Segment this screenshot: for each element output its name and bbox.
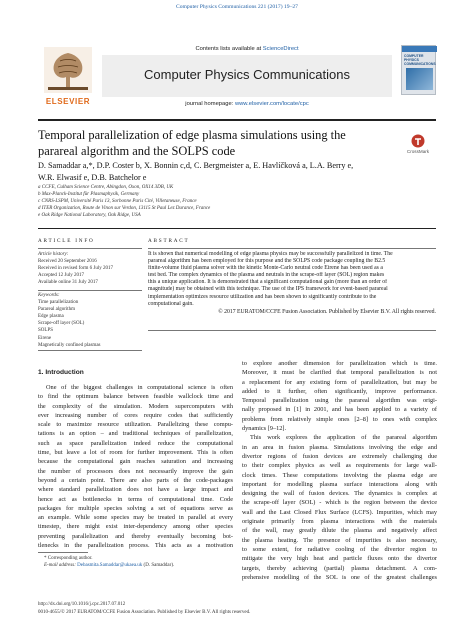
author-line: W.R. Elwasif e, D.B. Batchelor e (38, 172, 147, 182)
crossmark-label: CrossMark (406, 149, 430, 154)
homepage-prefix: journal homepage: (185, 101, 234, 107)
body-line: wall and the Last Closed Flux Surface (LCFS). Impurities, which may (242, 508, 437, 516)
journal-name: Computer Physics Communications (144, 67, 350, 82)
body-line: to find the optimum balance between feasible wallclock time and (38, 393, 233, 401)
article-title (38, 128, 378, 159)
history-item: Available online 31 July 2017 (38, 280, 98, 286)
body-line: divertor regions of fusion devices are extremely challenging due (242, 452, 437, 460)
abstract-line: It is shown that numerical modelling of edge plasma physics may be successfully parallelized in time. The (148, 251, 393, 257)
masthead-rule (38, 119, 436, 121)
body-line: clock times. These computations involving the plasma edge are (242, 471, 437, 479)
affiliation: b Max-Planck-Institut für Plasmaphysik, Germany (38, 192, 140, 198)
title-line: Temporal parallelization of edge plasma simulations using the (38, 128, 346, 142)
body-line: nally proposed in [1] in 2001, and has been applied to a variety of (242, 406, 437, 414)
author-list (38, 160, 438, 183)
history-item: Received 20 September 2016 (38, 259, 97, 265)
body-line: This work explores the application of the parareal algorithm (250, 434, 437, 442)
abstract-heading: ABSTRACT (148, 238, 190, 244)
keyword: Scrape-off layer (SOL) (38, 321, 85, 327)
body-line: of the wall, may greatly dilute the plasma and negatively affect (242, 527, 437, 535)
footnotes (38, 555, 238, 569)
abstract-copyright: © 2017 EURATOM/CCFE Fusion Association. Published by Elsevier B.V. All rights reserved. (218, 308, 436, 315)
masthead-banner (102, 45, 392, 113)
keyword: Time parallelization (38, 300, 79, 306)
introduction-heading: 1. Introduction (38, 369, 84, 376)
abstract-line: parareal algorithm has been employed for this purpose and the SOLPS code package coupling the B2.5 (148, 258, 386, 265)
crossmark-badge[interactable] (400, 134, 436, 158)
body-line: tlenecks in the parallelization process. This acts as a motivation (38, 542, 233, 550)
body-line: hence act as bottlenecks in terms of computational time. Code (38, 495, 233, 503)
body-line: important for modelling plasma surface interactions along with (242, 480, 437, 488)
body-line: ever increasing number of cores require codes that sufficiently (38, 411, 233, 419)
keywords-heading: Keywords: (38, 293, 60, 298)
body-line: the plasma heating. The presence of impurities is also necessary, (242, 536, 437, 544)
history-item: Received in revised form 6 July 2017 (38, 266, 113, 272)
history-item: Accepted 12 July 2017 (38, 273, 84, 279)
doi-link[interactable]: http://dx.doi.org/10.1016/j.cpc.2017.07.012 (38, 602, 126, 607)
body-line: the number of processors does not necessarily improve the gain (38, 467, 233, 475)
publisher-logo-text: ELSEVIER (45, 97, 91, 106)
abstract-body (148, 251, 436, 316)
title-line: parareal algorithm and the SOLPS code (38, 143, 236, 158)
journal-cover (401, 45, 436, 95)
intro-left-column (38, 383, 233, 550)
keywords-rule (38, 290, 142, 291)
body-line: because the computational gain reaches saturation and increasing (38, 458, 233, 466)
abstract-line: test bed. The complex dynamics of the plasma and neutrals in the scrape-off layer (SOL) region makes (148, 272, 385, 279)
footnote-rule (38, 552, 88, 553)
masthead (38, 45, 436, 113)
keyword: Edge plasma (38, 314, 64, 320)
body-line: to explore another dimension for parallelization which is time. (242, 360, 437, 367)
body-line: an example. While some species may be treated in parallel at every (38, 514, 233, 522)
body-line: Temporal parallelization using the parareal algorithm was origi- (242, 397, 437, 405)
affiliations (38, 184, 438, 219)
body-line: where standard parallelization does not have a large impact and (38, 486, 233, 494)
body-line: a replacement for any existing form of parallelization, but may be (242, 378, 437, 386)
email-prefix: E-mail address: (44, 563, 76, 569)
rights-line: 0010-4655/© 2017 EURATOM/CCFE Fusion Association. Published by Elsevier B.V. All rights reserved. (38, 610, 251, 615)
journal-title-box (102, 55, 392, 97)
intro-right-column (242, 359, 437, 582)
abstract-line: finite-volume fluid plasma solver with the kinetic Monte-Carlo neutral code Eirene has been used as a (148, 265, 383, 272)
homepage-line (102, 101, 392, 107)
body-line: Moreover, it must be clarified that temporal parallelization is not (242, 369, 437, 377)
elsevier-logo (38, 45, 98, 113)
homepage-link[interactable]: www.elsevier.com/locate/cpc (234, 101, 309, 107)
abstract-line: magnitude) may be obtained with this technique. The use of the IPS framework for event-based parareal (148, 286, 388, 293)
body-line: to their complex physics as well as requirements for large wall- (242, 462, 437, 470)
author-line: D. Samaddar a,*, D.P. Coster b, X. Bonnin c,d, C. Bergmeister a, E. Havlíčková a, L.A. Berry e, (38, 161, 354, 170)
body-line: dynamics [9–12]. (242, 425, 287, 433)
elsevier-tree-icon (44, 47, 92, 93)
body-line: beyond a certain point. There are also parts of the code-packages (38, 476, 233, 484)
body-line: designing the wall of fusion devices. The dynamics is complex at (242, 490, 437, 498)
body-line: originate primarily from plasma interactions with the materials (242, 518, 437, 526)
keyword: SOLPS (38, 328, 54, 334)
email-suffix: (D. Samaddar). (143, 563, 175, 569)
corresponding-author-note: * Corresponding author. (44, 556, 93, 561)
contents-prefix: Contents lists available at (195, 46, 262, 52)
article-info-rule (38, 248, 142, 249)
contents-line (102, 46, 392, 52)
body-line: the scrape-off layer (SOL) - which is the region between the device (242, 499, 437, 507)
body-line: targets, thereby achieving (partial) plasma detachment. A com- (242, 564, 437, 572)
cover-title: COMPUTER PHYSICS COMMUNICATIONS (404, 54, 436, 66)
abstract-line: this a unique application. It is demonstrated that a significant computational gain (more than an order of (148, 279, 388, 286)
email-note (38, 562, 238, 569)
body-line: timestep, there might exist inter-dependency among other species (38, 523, 233, 531)
abstract-bottom-rule (148, 330, 436, 331)
affiliation: a CCFE, Culham Science Centre, Abingdon, Oxon, OX14 3DB, UK (38, 185, 174, 190)
article-info-heading: ARTICLE INFO (38, 238, 95, 244)
keyword: Parareal algorithm (38, 307, 76, 313)
body-line: prehensive modelling of the SOL is one of the greatest challenges (242, 573, 437, 581)
email-link[interactable]: Debasmita.Samaddar@ukaea.uk (77, 563, 143, 569)
body-line: mitigate the very high heat and particle fluxes onto the divertor (242, 555, 437, 563)
crossmark-icon (411, 134, 425, 148)
body-line: tations is an option – and traditional techniques of parallelization, (38, 430, 233, 438)
journal-reference[interactable]: Computer Physics Communications 221 (2017) 19–27 (176, 4, 298, 10)
affiliation: e Oak Ridge National Laboratory, Oak Ridge, USA (38, 213, 141, 219)
abstract-line: implementation optimizes resource utilization and has been shown to significantly contribute to the (148, 293, 377, 300)
affiliation: c CNRS-LSPM, Université Paris 13, Sorbonne Paris Cité, Villetaneuse, France (38, 199, 197, 205)
keyword: Magnetically confined plasmas (38, 342, 101, 348)
abstract-line: computational gain. (148, 300, 194, 307)
header-rule (38, 228, 436, 229)
body-line: to some extent, for radiative cooling of the divertor region to (242, 545, 437, 553)
article-history (38, 251, 148, 286)
body-line: added to it further, often significantly, improve performance. (242, 387, 437, 395)
keywords (38, 292, 148, 349)
affiliation: d ITER Organization, Route de Vinon sur Verdon, 13115 St Paul Lez Durance, France (38, 206, 211, 212)
body-line: preventing parallelization and thereby eventually becoming bot- (38, 532, 233, 540)
body-line: scale to maximize resource utilization. Parallelizing these compu- (38, 421, 233, 429)
info-bottom-rule (38, 350, 142, 351)
body-line: packages for multiple species solving a set of equations serve as (38, 504, 233, 512)
body-line: in an area in fusion plasma. Simulations involving the edge and (242, 443, 437, 451)
history-heading: Article history: (38, 252, 69, 257)
body-line: time, but leave a lot of room for further improvement. This is often (38, 449, 233, 457)
keyword: Eirene (38, 335, 52, 341)
abstract-rule (148, 248, 436, 249)
sciencedirect-link[interactable]: ScienceDirect (262, 46, 299, 52)
body-line: One of the biggest challenges in computational science is often (46, 384, 233, 391)
body-line: problems from relatively simple ones [2–8] to ones with complex (242, 415, 437, 423)
body-line: such as space parallelization indeed reduce the computational (38, 439, 233, 447)
body-line: the complexity of the simulation. Modern supercomputers with (38, 402, 233, 410)
